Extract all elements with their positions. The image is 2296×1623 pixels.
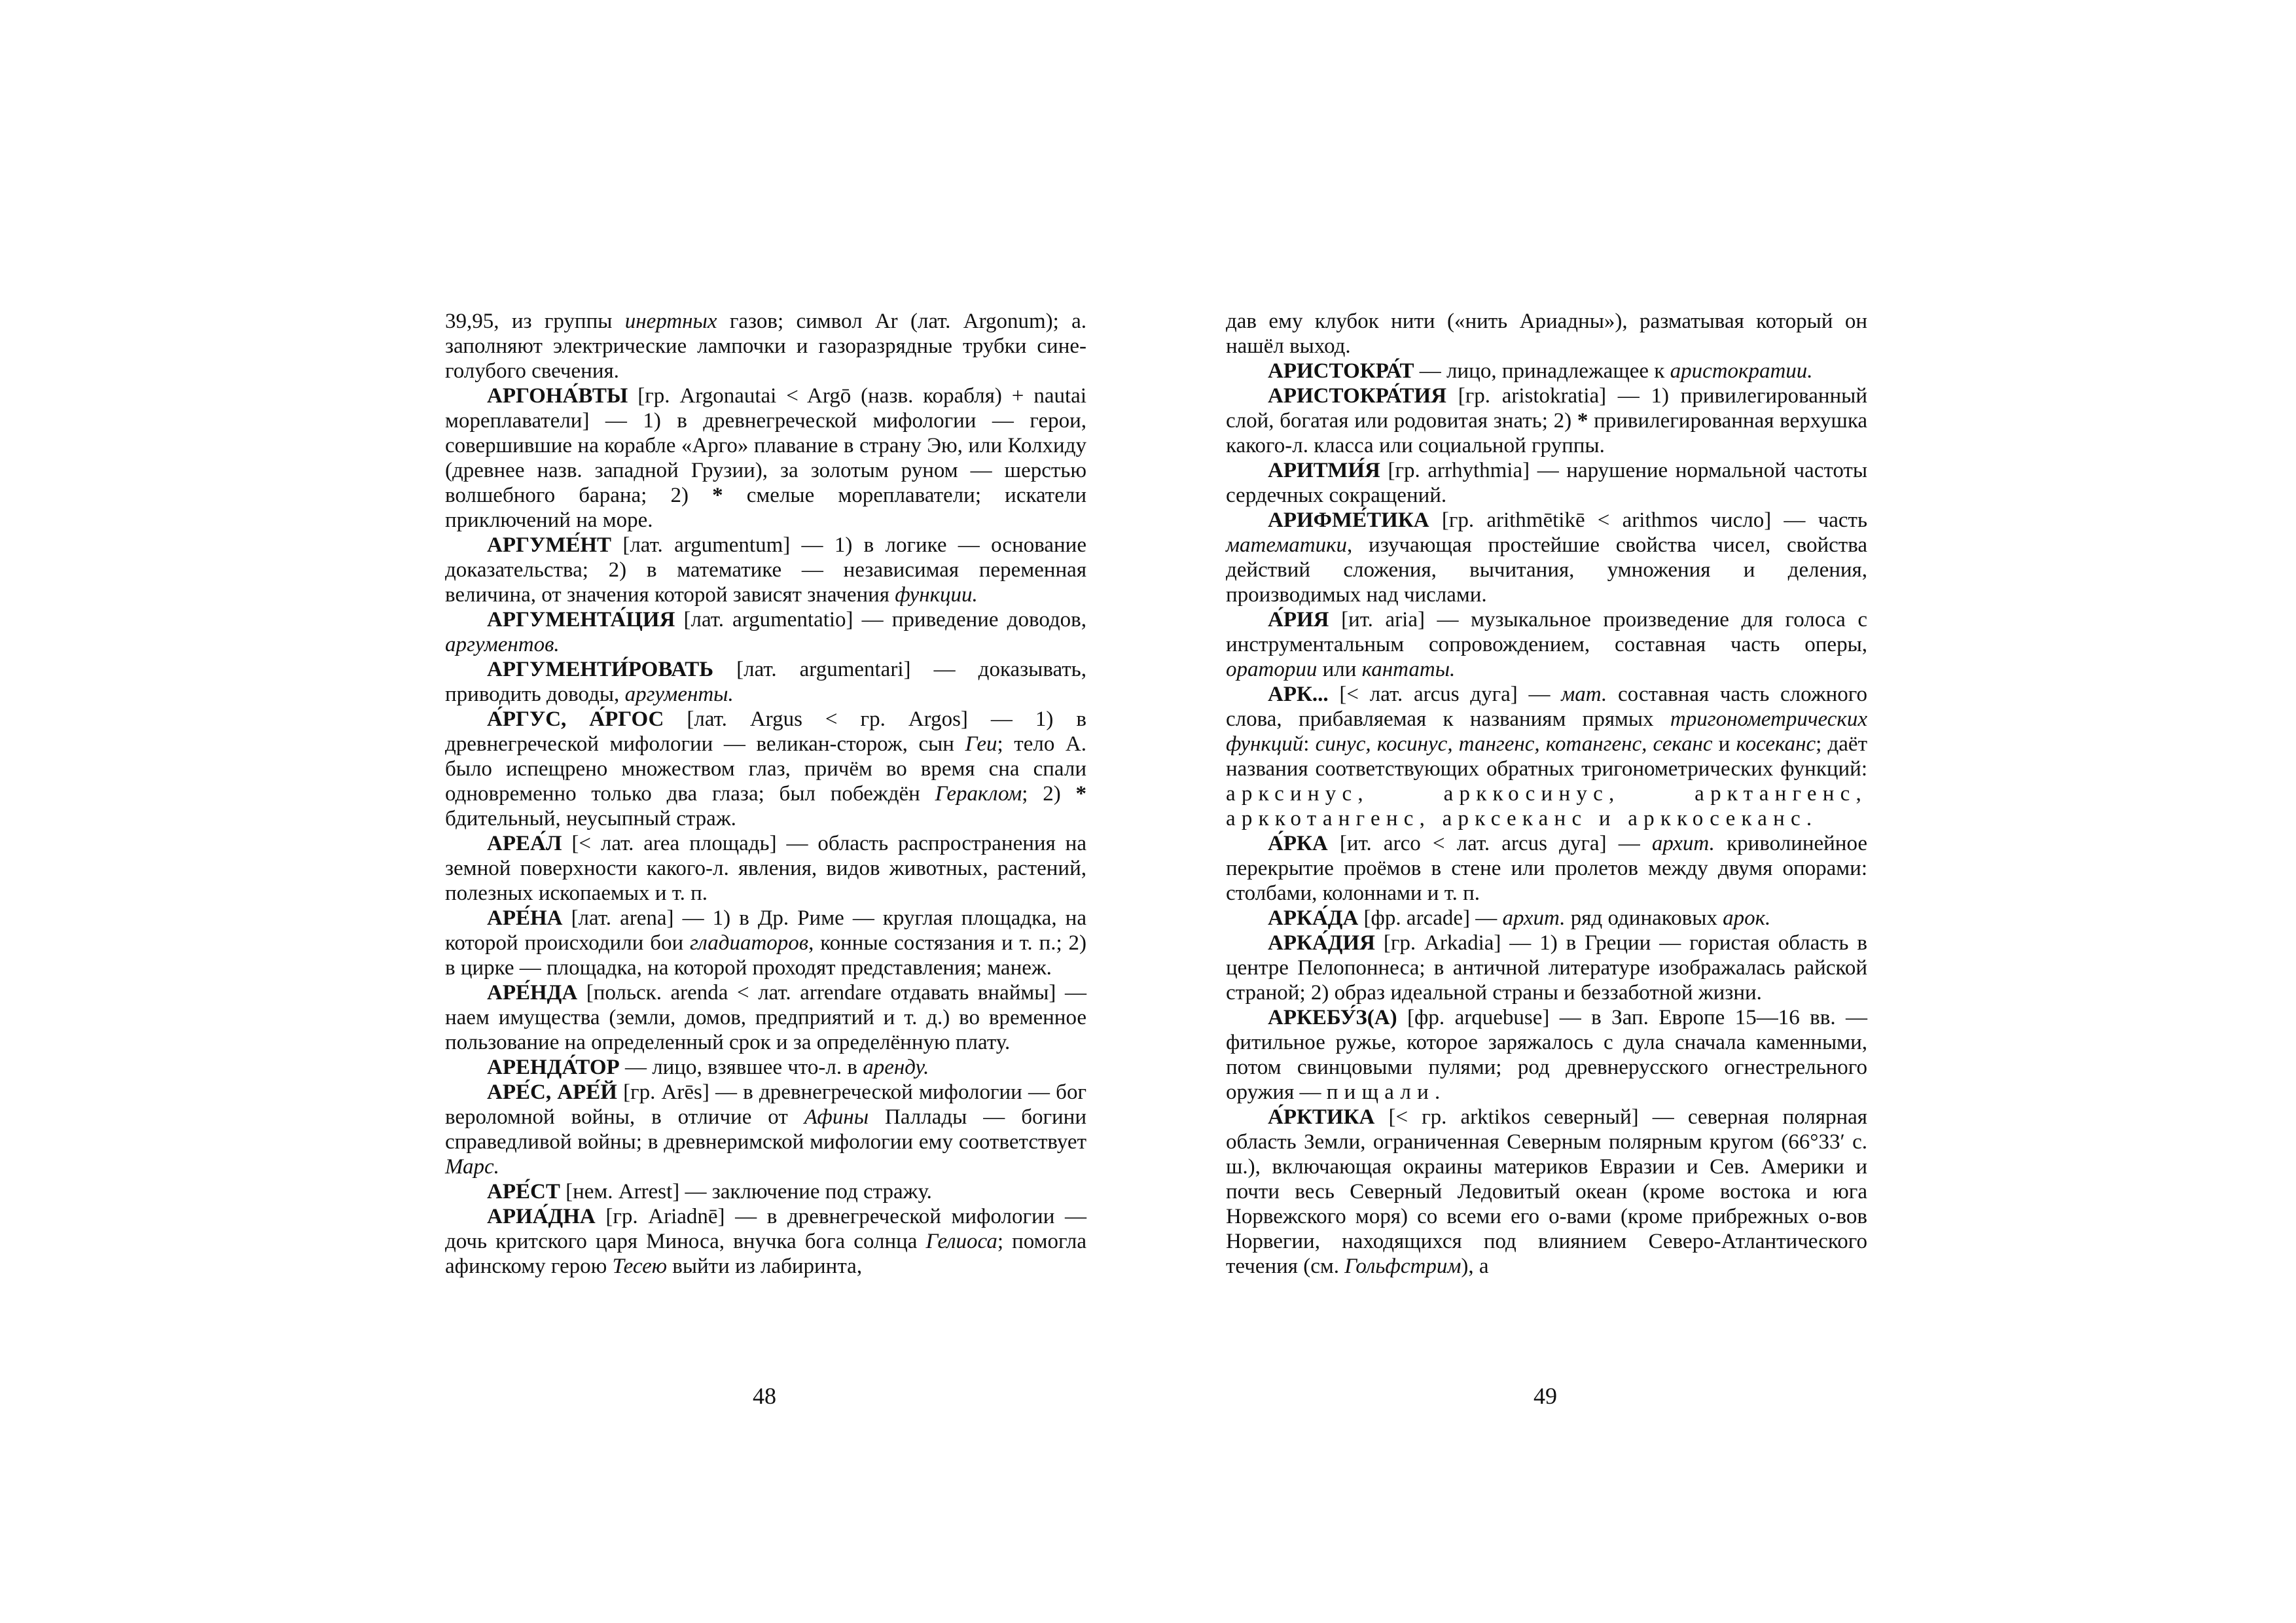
entry-text: [лат. Argus < гр. Argos] — 1) в древнегреческой мифологии — великан-сторож, сын xyxy=(445,707,1087,756)
entry-headword: АРИСТОКРА́Т xyxy=(1268,359,1414,383)
dictionary-entry-argon-cont xyxy=(445,309,1086,383)
entry-spaced-term: пищали. xyxy=(1326,1080,1446,1104)
entry-text: Паллады — богини справедливой войны; в древнеримской мифологии ему соответствует xyxy=(445,1105,1086,1154)
entry-text: [польск. arenda < лат. arrendare отдавать внаймы] — наем имущества (земли, домов, предприятий и т. д.) во временное пользование на определенный срок и за определённую плату. xyxy=(445,981,1086,1054)
dictionary-entry-arendator xyxy=(445,1055,1086,1080)
entry-text: [фр. arcade] — xyxy=(1358,906,1503,930)
dictionary-entry-aritmiya xyxy=(1226,458,1867,508)
dictionary-entry-aristokratiya xyxy=(1226,383,1867,458)
entry-text: или xyxy=(1317,658,1362,681)
entry-marker: * xyxy=(1075,782,1086,806)
entry-text: [< гр. arktikos северный] — северная полярная область Земли, ограниченная Северным полярным кругом (66°33′ с. ш.), включающая окраины материков Евразии и Сев. Америки и почти весь Северный Ледовитый океан (кроме востока и юга Норвежского моря) со всеми его о-вами (кроме прибрежных о-вов Норвегии, находящихся под влиянием Северо-Атлантического течения (см. xyxy=(1226,1105,1867,1278)
dictionary-entry-arktika xyxy=(1226,1105,1867,1279)
left-page-number: 48 xyxy=(753,1383,776,1409)
entry-text: ряд одинаковых xyxy=(1565,906,1723,930)
entry-text: [гр. Argonautai < Argō (назв. корабля) + nautai мореплаватели] — 1) в древнегреческой мифологии — герои, совершившие на корабле «Арго» плавание в страну Эю, или Колхиду (древнее назв. западной Грузии), за золотым руном — шерстью волшебного барана; 2) xyxy=(445,384,1086,507)
dictionary-entry-areal xyxy=(445,831,1086,906)
entry-italic-term: мат. xyxy=(1561,683,1607,706)
entry-italic-term: Тесею xyxy=(612,1255,668,1278)
entry-marker: * xyxy=(712,484,723,507)
entry-italic-term: архит. xyxy=(1502,906,1566,930)
entry-headword: АРГУМЕ́НТ xyxy=(487,533,612,557)
entry-italic-term: аренду. xyxy=(863,1056,929,1079)
entry-text: [гр. aristokratia] — 1) привилегированный слой, богатая или родовитая знать; 2) xyxy=(1226,384,1867,433)
dictionary-entry-arena xyxy=(445,906,1086,980)
entry-text: дав ему клубок нити («нить Ариадны»), разматывая который он нашёл выход. xyxy=(1226,310,1867,358)
entry-headword: А́РИЯ xyxy=(1268,608,1329,632)
entry-text: [лат. arena] — 1) в Др. Риме — круглая площадка, на которой происходили бои xyxy=(445,906,1086,955)
entry-text: [гр. arithmētikē < arithmos число] — часть xyxy=(1429,508,1867,532)
entry-italic-term: инертных xyxy=(624,310,717,333)
entry-text: смелые мореплаватели; искатели приключений на море. xyxy=(445,484,1086,532)
entry-spaced-term: арксинус, арккосинус, арктангенс, арккотангенс, арксеканс и арккосеканс. xyxy=(1226,782,1867,830)
entry-headword: АРЕ́НА xyxy=(487,906,563,930)
entry-text: , конные состязания и т. п.; 2) в цирке — площадка, на которой проходят представления; манеж. xyxy=(445,931,1086,980)
entry-text: бдительный, неусыпный страж. xyxy=(445,807,736,830)
entry-text: ; даёт названия соответствующих обратных тригонометрических функций: xyxy=(1226,732,1867,781)
entry-italic-term: математики xyxy=(1226,533,1348,557)
entry-headword: АРЕ́С, АРЕ́Й xyxy=(487,1080,617,1104)
entry-italic-term: Афины xyxy=(804,1105,869,1129)
right-page-number: 49 xyxy=(1534,1383,1557,1409)
entry-text: криволинейное перекрытие проёмов в стене или пролетов между двумя опорами: столбами, колоннами и т. п. xyxy=(1226,832,1867,905)
entry-italic-term: Марс. xyxy=(445,1155,499,1179)
entry-headword: АРКЕБУ́З(А) xyxy=(1268,1006,1397,1029)
entry-text: газов; символ Ar (лат. Argonum); а. заполняют электрические лампочки и газоразрядные трубки сине-голубого свечения. xyxy=(445,310,1087,383)
entry-text: [ит. arco < лат. arcus дуга] — xyxy=(1327,832,1652,855)
dictionary-entry-aristokrat xyxy=(1226,359,1867,383)
entry-text: , изучающая простейшие свойства чисел, свойства действий сложения, вычитания, умножения и деления, производимых над числами. xyxy=(1226,533,1867,607)
entry-text: [лат. argumentum] — 1) в логике — основание доказательства; 2) в математике — независимая переменная величина, от значения которой зависят значения xyxy=(445,533,1086,607)
dictionary-entry-argumentatsiya xyxy=(445,607,1086,657)
entry-headword: А́РКА xyxy=(1268,832,1328,855)
entry-italic-term: Гольфстрим xyxy=(1344,1255,1462,1278)
dictionary-entry-argus xyxy=(445,707,1086,831)
entry-italic-term: Гелиоса xyxy=(925,1230,997,1253)
entry-text: [гр. Arkadia] — 1) в Греции — гористая область в центре Пелопоннеса; в античной литературе изображалась райской страной; 2) образ идеальной страны и беззаботной жизни. xyxy=(1226,931,1867,1005)
entry-text: : xyxy=(1303,732,1316,756)
entry-text: выйти из лабиринта, xyxy=(667,1255,863,1278)
entry-text: [фр. arquebuse] — в Зап. Европе 15—16 вв. — фитильное ружье, которое заряжалось с дула сначала каменными, потом свинцовыми пулями; род древнерусского огнестрельного оружия — xyxy=(1226,1006,1867,1104)
entry-text: — лицо, взявшее что-л. в xyxy=(619,1056,863,1079)
dictionary-entry-ariadna xyxy=(445,1204,1086,1279)
dictionary-entry-argonavty xyxy=(445,383,1086,533)
entry-italic-term: тригонометрических функций xyxy=(1226,707,1867,756)
entry-italic-term: аристократии. xyxy=(1670,359,1813,383)
entry-italic-term: кантаты. xyxy=(1361,658,1456,681)
entry-headword: АРЕ́НДА xyxy=(487,981,578,1005)
entry-italic-term: синус, косинус, тангенс, котангенс, секанс xyxy=(1315,732,1713,756)
entry-text: ), а xyxy=(1461,1255,1489,1278)
entry-text: [< лат. arcus дуга] — xyxy=(1328,683,1562,706)
right-page-column xyxy=(1226,309,1867,1279)
entry-text: [ит. aria] — музыкальное произведение для голоса с инструментальным сопровождением, составная часть оперы, xyxy=(1226,608,1867,656)
entry-text: ; 2) xyxy=(1022,782,1076,806)
dictionary-entry-arenda xyxy=(445,980,1086,1055)
entry-headword: АРГОНА́ВТЫ xyxy=(487,384,628,408)
entry-italic-term: гладиаторов xyxy=(690,931,809,955)
entry-text: ; помогла афинскому герою xyxy=(445,1230,1086,1278)
dictionary-entry-arest xyxy=(445,1179,1086,1204)
entry-text: [лат. argumentatio] — приведение доводов, xyxy=(675,608,1086,632)
entry-italic-term: аргументы. xyxy=(624,683,734,706)
entry-text: 39,95, из группы xyxy=(445,310,625,333)
dictionary-entry-ariadna-cont xyxy=(1226,309,1867,359)
entry-headword: АРГУМЕНТА́ЦИЯ xyxy=(487,608,675,632)
entry-italic-term: аргументов. xyxy=(445,633,560,656)
entry-marker: * xyxy=(1577,409,1588,433)
dictionary-entry-argumentirovat xyxy=(445,657,1086,707)
entry-headword: АРИФМЕ́ТИКА xyxy=(1268,508,1429,532)
dictionary-entry-arifmetika xyxy=(1226,508,1867,607)
left-page-column xyxy=(445,309,1086,1279)
dictionary-entry-ark xyxy=(1226,682,1867,831)
entry-text: [гр. Arēs] — в древнегреческой мифологии — бог вероломной войны, в отличие от xyxy=(445,1080,1086,1129)
entry-italic-term: Геи xyxy=(965,732,997,756)
entry-headword: АРЕНДА́ТОР xyxy=(487,1056,620,1079)
entry-headword: АРК... xyxy=(1268,683,1329,706)
entry-headword: АРИА́ДНА xyxy=(487,1205,596,1228)
entry-headword: А́РКТИКА xyxy=(1268,1105,1375,1129)
entry-italic-term: Гераклом xyxy=(935,782,1022,806)
entry-text: [< лат. area площадь] — область распространения на земной поверхности какого-л. явления, видов животных, растений, полезных ископаемых и т. п. xyxy=(445,832,1086,905)
entry-text: [нем. Arrest] — заключение под стражу. xyxy=(560,1180,932,1204)
entry-italic-term: функции. xyxy=(895,583,978,607)
entry-headword: А́РГУС, А́РГОС xyxy=(487,707,664,731)
entry-headword: АРГУМЕНТИ́РОВАТЬ xyxy=(487,658,714,681)
entry-text: привилегированная верхушка какого-л. класса или социальной группы. xyxy=(1226,409,1867,457)
entry-headword: АРКА́ДА xyxy=(1268,906,1359,930)
entry-text: составная часть сложного слова, прибавляемая к названиям прямых xyxy=(1226,683,1867,731)
dictionary-entry-arka xyxy=(1226,831,1867,906)
entry-text: [гр. Ariadnē] — в древнегреческой мифологии — дочь критского царя Миноса, внучка бога солнца xyxy=(445,1205,1086,1253)
dictionary-entry-arkadiya xyxy=(1226,931,1867,1005)
entry-italic-term: косеканс xyxy=(1736,732,1816,756)
entry-text: [лат. argumentari] — доказывать, приводить доводы, xyxy=(445,658,1086,706)
entry-headword: АРИСТОКРА́ТИЯ xyxy=(1268,384,1447,408)
entry-text: и xyxy=(1712,732,1736,756)
entry-headword: АРЕ́СТ xyxy=(487,1180,560,1204)
dictionary-entry-arkebuza xyxy=(1226,1005,1867,1105)
entry-italic-term: архит. xyxy=(1651,832,1715,855)
dictionary-entry-ares xyxy=(445,1080,1086,1179)
dictionary-entry-argument xyxy=(445,533,1086,607)
entry-text: ; тело А. было испещрено множеством глаз, причём во время сна спали одновременно только два глаза; был побеждён xyxy=(445,732,1087,806)
entry-italic-term: арок. xyxy=(1723,906,1771,930)
entry-headword: АРКА́ДИЯ xyxy=(1268,931,1375,955)
dictionary-entry-arkada xyxy=(1226,906,1867,931)
dictionary-entry-ariya xyxy=(1226,607,1867,682)
entry-headword: АРИТМИ́Я xyxy=(1268,459,1380,482)
entry-headword: АРЕА́Л xyxy=(487,832,562,855)
entry-italic-term: оратории xyxy=(1226,658,1318,681)
entry-text: [гр. arrhythmia] — нарушение нормальной частоты сердечных сокращений. xyxy=(1226,459,1867,507)
entry-text: — лицо, принадлежащее к xyxy=(1414,359,1670,383)
